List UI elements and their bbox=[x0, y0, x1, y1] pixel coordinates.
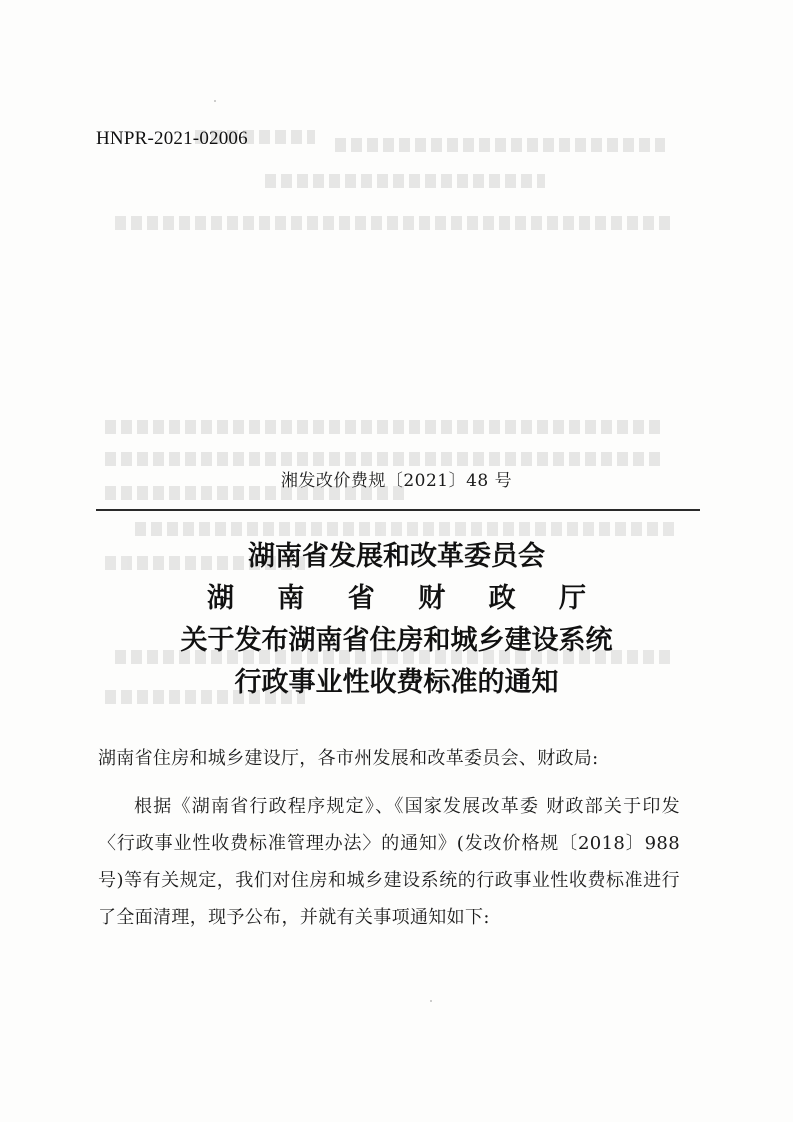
document-title-block bbox=[0, 536, 793, 704]
scan-speck bbox=[430, 1000, 432, 1002]
title-line-2: 行政事业性收费标准的通知 bbox=[234, 667, 559, 698]
body-paragraph: 根据《湖南省行政程序规定》、《国家发展改革委 财政部关于印发〈行政事业性收费标准管理办法〉的通知》(发改价格规〔2018〕988 号)等有关规定，我们对住房和城乡建设系统的行政事业性收费标准进行了全面清理，现予公布，并就有关事项通知如下: bbox=[98, 796, 680, 928]
scan-speck bbox=[214, 100, 216, 102]
salutation: 湖南省住房和城乡建设厅，各市州发展和改革委员会、财政局: bbox=[98, 748, 599, 769]
issuer-line-2: 湖 南 省 财 政 厅 bbox=[207, 583, 603, 614]
header-divider bbox=[96, 509, 700, 511]
document-code: HNPR-2021-02006 bbox=[96, 128, 248, 149]
issuer-line-1: 湖南省发展和改革委员会 bbox=[248, 541, 545, 572]
title-line-1: 关于发布湖南省住房和城乡建设系统 bbox=[180, 625, 613, 656]
issue-number: 湘发改价费规〔2021〕48 号 bbox=[280, 471, 513, 491]
